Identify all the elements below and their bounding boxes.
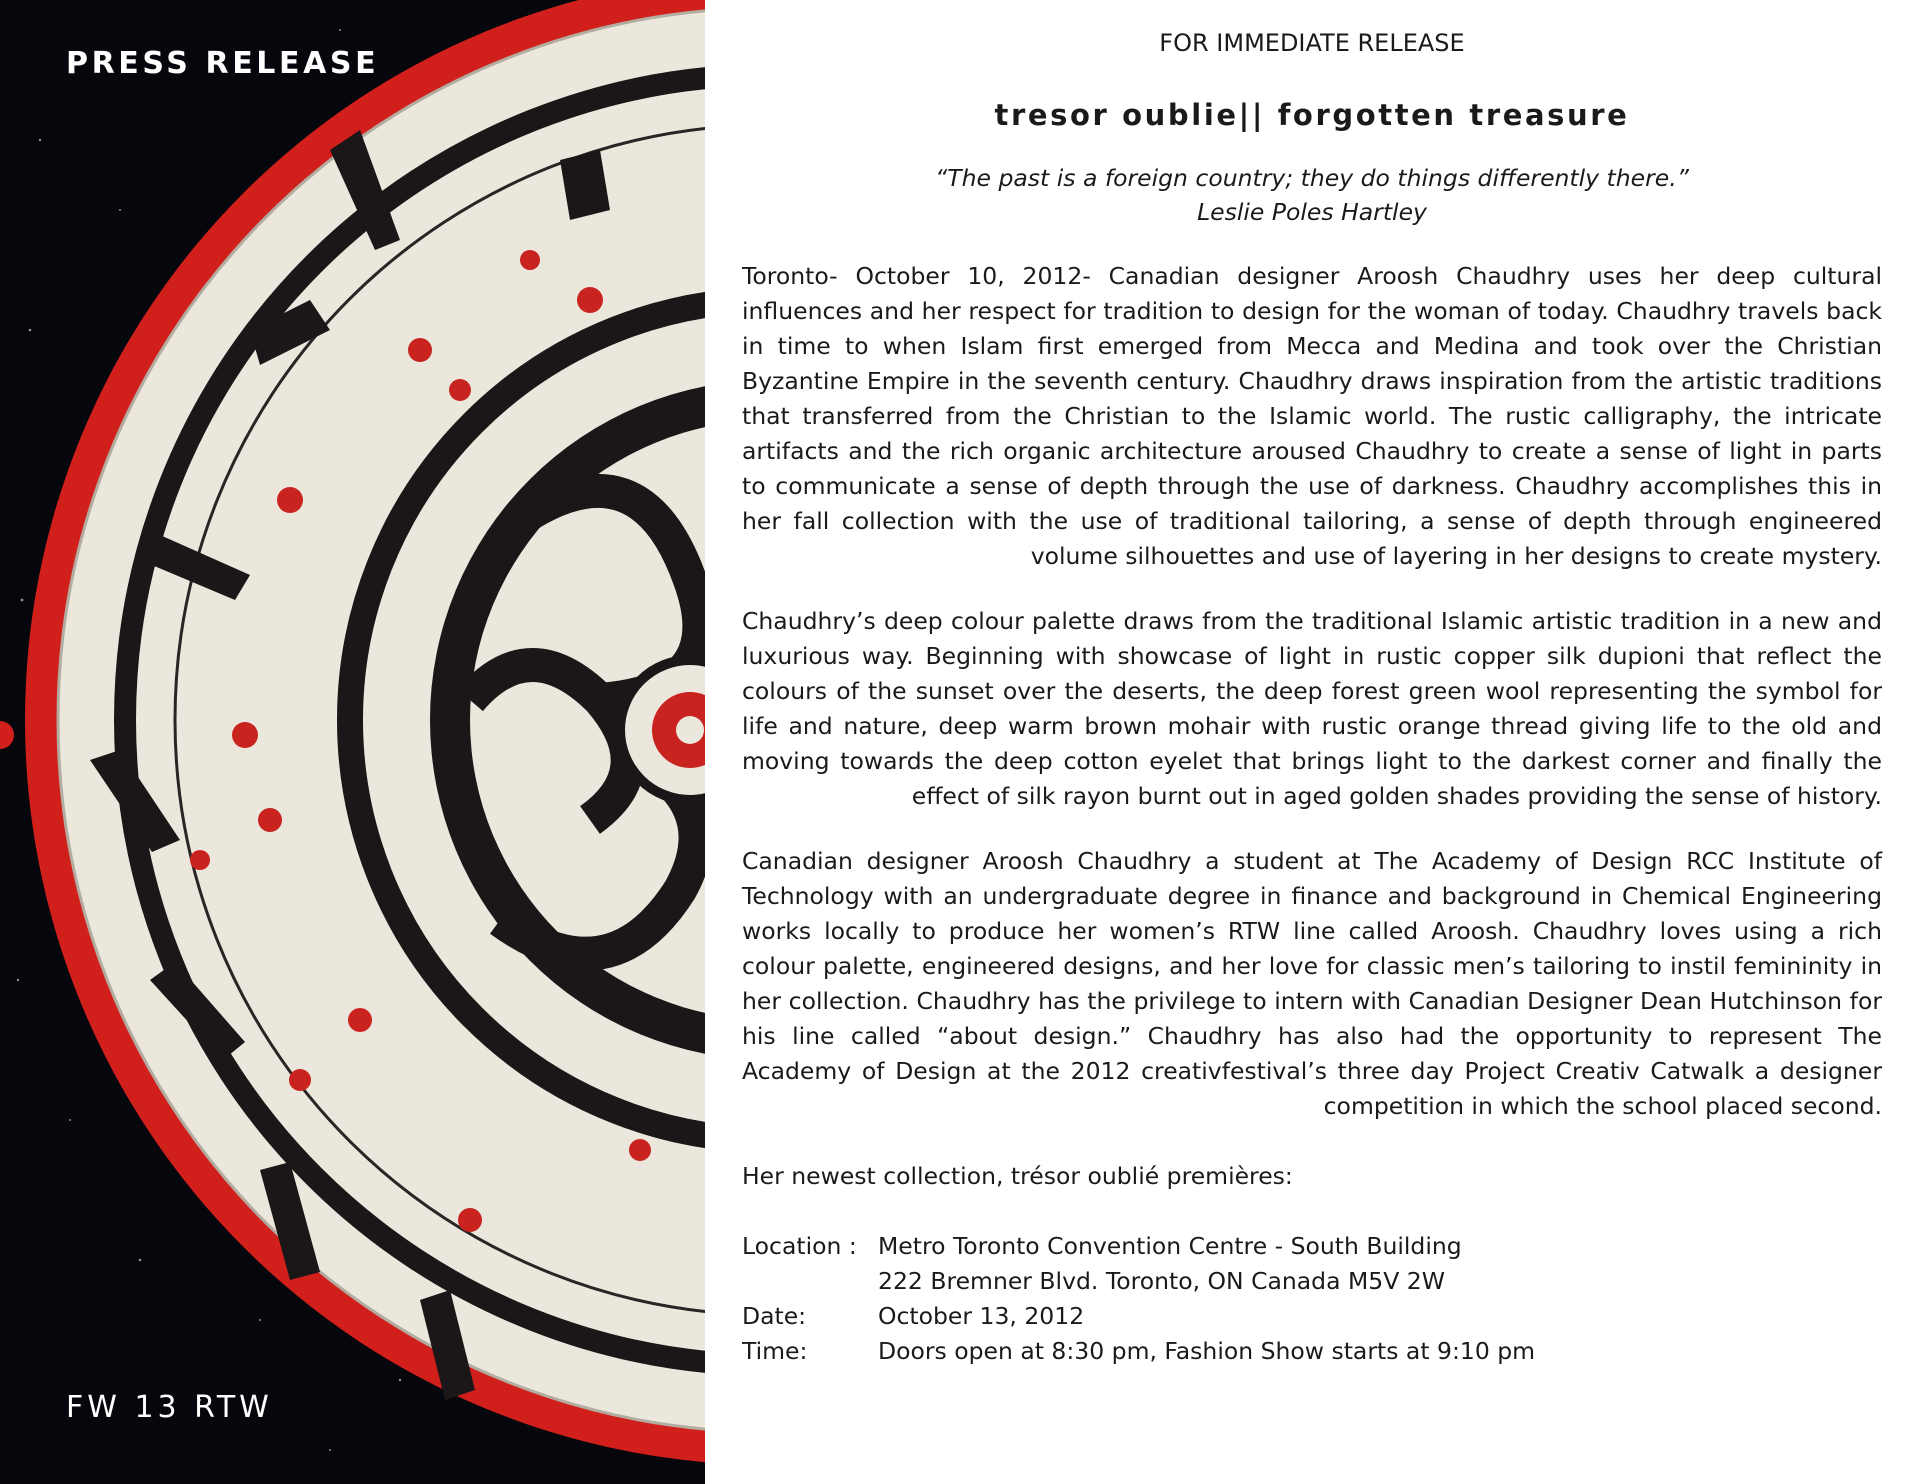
- date-row: [742, 1299, 1882, 1334]
- event-details: [742, 1229, 1882, 1369]
- location-row: [742, 1229, 1882, 1299]
- body-paragraph: Canadian designer Aroosh Chaudhry a student at The Academy of Design RCC Institute of Technology with an undergraduate degree in finance and background in Chemical Engineering works locally to produce her women’s RTW line called Aroosh. Chaudhry loves using a rich colour palette, engineered designs, and her love for classic men’s tailoring to instil femininity in her collection. Chaudhry has the privilege to intern with Canadian Designer Dean Hutchinson for his line called “about design.” Chaudhry has also had the opportunity to represent The Academy of Design at the 2012 creativfestival’s three day Project Creativ Catwalk a designer competition in which the school placed second.: [742, 847, 1882, 1120]
- date-value: October 13, 2012: [878, 1302, 1085, 1330]
- plate: [25, 0, 705, 1465]
- season-label: FW 13 RTW: [66, 1390, 273, 1425]
- epigraph-author: Leslie Poles Hartley: [1197, 198, 1427, 226]
- time-value: Doors open at 8:30 pm, Fashion Show starts at 9:10 pm: [878, 1337, 1536, 1365]
- document-title: tresor oublie|| forgotten treasure: [994, 98, 1630, 132]
- location-label: Location :: [742, 1232, 857, 1260]
- time-label: Time:: [742, 1337, 808, 1365]
- location-value: [878, 1229, 1882, 1299]
- location-line-2: 222 Bremner Blvd. Toronto, ON Canada M5V 2W: [878, 1267, 1445, 1295]
- body-paragraph: Toronto- October 10, 2012- Canadian designer Aroosh Chaudhry uses her deep cultural influences and her respect for tradition to design for the woman of today. Chaudhry travels back in time to when Islam first emerged from Mecca and Medina and took over the Christian Byzantine Empire in the seventh century. Chaudhry draws inspiration from the artistic traditions that transferred from the Christian to the Islamic world. The rustic calligraphy, the intricate artifacts and the rich organic architecture aroused Chaudhry to create a sense of light in parts to communicate a sense of depth through the use of darkness. Chaudhry accomplishes this in her fall collection with the use of traditional tailoring, a sense of depth through engineered volume silhouettes and use of layering in her designs to create mystery.: [742, 262, 1882, 570]
- press-release-label: PRESS RELEASE: [66, 46, 380, 81]
- date-label: Date:: [742, 1302, 807, 1330]
- location-line-1: Metro Toronto Convention Centre - South Building: [878, 1232, 1462, 1260]
- body-paragraph: Chaudhry’s deep colour palette draws from the traditional Islamic artistic tradition in a new and luxurious way. Beginning with showcase of light in rustic copper silk dupioni that reflect the colours of the sunset over the deserts, the deep forest green wool representing the symbol for life and nature, deep warm brown mohair with rustic orange thread giving life to the old and moving towards the deep cotton eyelet that brings light to the darkest corner and finally the effect of silk rayon burnt out in aged golden shades providing the sense of history.: [742, 607, 1882, 810]
- ceramic-plate-image: [0, 0, 705, 1484]
- collection-intro: Her newest collection, trésor oublié premières:: [742, 1162, 1293, 1190]
- epigraph: [742, 161, 1882, 229]
- press-release-text: [742, 26, 1882, 1369]
- release-header: FOR IMMEDIATE RELEASE: [1159, 29, 1465, 57]
- time-row: [742, 1334, 1882, 1369]
- epigraph-quote: “The past is a foreign country; they do things differently there.”: [935, 164, 1689, 192]
- cover-image-panel: [0, 0, 705, 1484]
